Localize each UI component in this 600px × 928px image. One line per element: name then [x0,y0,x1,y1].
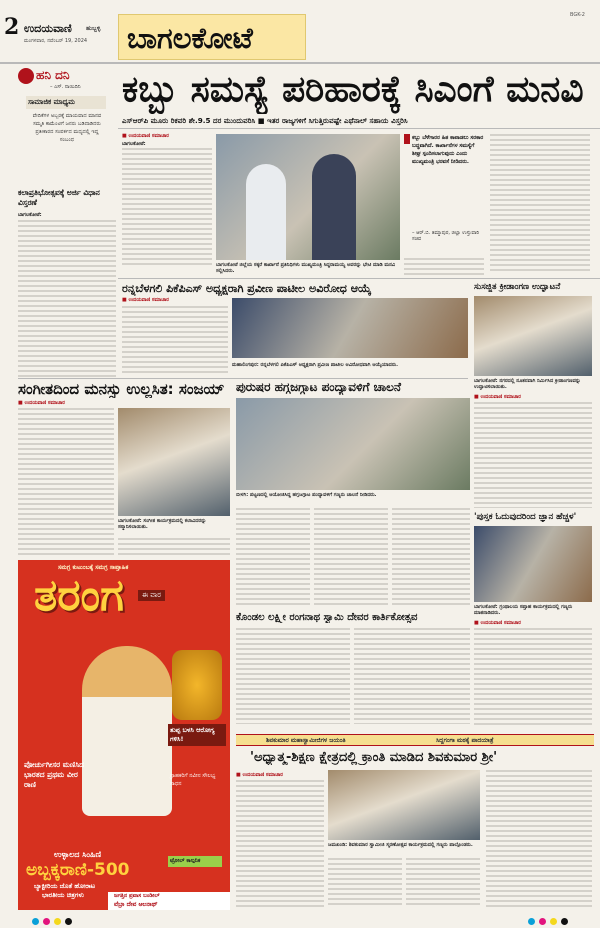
lead-photo-caption: ಬಾಗಲಕೋಟೆ ಜಿಲ್ಲೆಯ ಸಕ್ಕರೆ ಕಾರ್ಖಾನೆ ಪ್ರತಿನಿಧಿಗಳು ಮುಖ್ಯಮಂತ್ರಿ ಸಿದ್ದರಾಮಯ್ಯ ಅವರನ್ನು ಭೇಟಿ ಮಾಡಿ ಮನವಿ ಸಲ್ಲಿಸಿದರು. [216,262,396,274]
ad-footer-bar [108,892,230,910]
story-body [392,508,470,608]
story-caption: ಬಾಗಲಕೋಟೆ: ಗ್ರಂಥಾಲಯ ಸಪ್ತಾಹ ಕಾರ್ಯಕ್ರಮದಲ್ಲಿ ಗಣ್ಯರು ಮಾತನಾಡಿದರು. [474,604,573,616]
story-headline: 'ಪುಸ್ತಕ ಓದುವುದರಿಂದ ಜ್ಞಾನ ಹೆಚ್ಚಳ' [474,512,577,522]
lead-quote-author: – ಆರ್.ಬಿ. ತಿಮ್ಮಾಪುರ, ಜಿಲ್ಲಾ ಉಸ್ತುವಾರಿ ಸಚಿವ [412,230,479,242]
ad-footer-2: ವೆಬ್ರಾ ದೇವ ಆಲನಾಥ್ [114,901,158,908]
lead-headline: ಕಬ್ಬು ಸಮಸ್ಯೆ ಪರಿಹಾರಕ್ಕೆ ಸಿಎಂಗೆ ಮನವಿ [122,69,584,110]
story-body [236,628,350,724]
story-caption: ಬಾಗಲಕೋಟೆ: ಸಂಗೀತ ಕಾರ್ಯಕ್ರಮದಲ್ಲಿ ಕಲಾವಿದರನ್ನು ಸನ್ಮಾನಿಸಲಾಯಿತು. [118,518,207,530]
story-body [474,402,592,508]
brand-name: ಉದಯವಾಣಿ [24,22,72,35]
story-photo [474,526,592,602]
ad-jar-icon [172,650,222,720]
story-headline: ಕಲಾಪ್ರತಿಭೋತ್ಸವಕ್ಕೆ ಅರ್ಜಿ ವಿಧಾನ ವಿಸ್ತರಣೆ [18,188,100,207]
lead-subhead: ಎಸ್‌ಆರ್‌ಪಿ ಮೂರು ರಿಕವರಿ ಶೇ.9.5 ದರ ಮುಂದುವರಿಸಿ ■ ಇತರ ರಾಜ್ಯಗಳಿಗೆ ಸಿಗುತ್ತಿರುವಷ್ಟೇ ಎಥೆನಾಲ್ ಸಹಾಯ ವಿಸ್ತರಿಸಿ [122,116,408,125]
hanidani-box [18,68,114,180]
lead-quote-box [404,134,484,254]
page-number: 2 [4,14,20,40]
registration-marks-right [526,910,570,928]
divider [118,278,600,279]
edition-name: ಹುಬ್ಬಳ್ಳಿ [86,25,101,32]
divider [118,128,600,129]
lead-kicker: ■ ಉದಯವಾಣಿ ಸಮಾಚಾರ [122,133,169,139]
lead-body-right [490,134,590,274]
story-body [314,508,388,608]
story-headline: ಕೊಂಡಲ ಲಕ್ಷ್ಮೀ ರಂಗನಾಥ ಸ್ವಾಮಿ ದೇವರ ಕಾರ್ತಿಕೋತ್ಸವ [236,612,418,623]
ad-feature-8: ಟ್ರೋಲ್ ಕಾಲ್ಪನಿಕ [168,856,222,867]
registration-marks-left [30,910,74,928]
masthead [0,0,600,62]
lead-body-bottom [404,258,484,276]
story-caption: ಬಾಗಲಕೋಟೆ: ನಗರದಲ್ಲಿ ನೂತನವಾಗಿ ನಿರ್ಮಿಸಿದ ಕ್ರೀಡಾಂಗಣವನ್ನು ಉದ್ಘಾಟಿಸಲಾಯಿತು. [474,378,581,390]
ad-feature-4: ಉಳ್ಳಾಲದ ಸಿಂಹಿಣಿ [54,850,102,859]
lead-quote: ಕಬ್ಬು ಬೆಳೆಗಾರರ ಹಿತ ಕಾಪಾಡಲು ಸರಕಾರ ಬದ್ಧವಾಗಿದೆ. ಕಾರ್ಖಾನೆಗಳ ಸಮಸ್ಯೆಗೆ ಶೀಘ್ರ ಸ್ಪಂದಿಸಲಾಗುವುದು ಎಂದು ಮುಖ್ಯಮಂತ್ರಿ ಭರವಸೆ ನೀಡಿದರು. [412,135,484,165]
story-body [406,858,480,908]
section-banner [118,14,306,60]
ad-feature-5: ಅಬ್ಬಕ್ಕರಾಣಿ-500 [26,860,130,880]
story-body [122,306,228,376]
story-photo [118,408,230,516]
ad-feature-7: ಭಾರತೀಯ ಚಿತ್ರಗಳು [42,891,84,899]
banner-left: ಶಿವಕುಮಾರ ಮಹಾಸ್ವಾಮೀಜಿಗಳ ಜಯಂತಿ [266,737,346,744]
story-headline: ಪುರುಷರ ಹಗ್ಗಜಗ್ಗಾಟ ಪಂದ್ಯಾವಳಿಗೆ ಚಾಲನೆ [236,380,402,394]
story-body [18,220,116,380]
story-body [328,858,402,908]
banner-right: ಸಿದ್ದಗಂಗಾ ಮಠಕ್ಕೆ ಪಾದಯಾತ್ರೆ [436,737,494,744]
divider [18,378,468,379]
story-headline: ರನ್ನಬೆಳಗಲಿ ಪಿಕೆಪಿಎಸ್ ಅಧ್ಯಕ್ಷರಾಗಿ ಪ್ರವೀಣ ಪಾಟೀಲ ಅವಿರೋಧ ಆಯ್ಕೆ [122,282,372,295]
story-kicker: ■ ಉದಯವಾಣಿ ಸಮಾಚಾರ [474,620,521,626]
story-photo [232,298,468,358]
story-photo [328,770,480,840]
hanidani-author: – ಎಸ್. ನಾಯಿದಿನಿ [50,84,81,90]
taranga-ad[interactable] [18,560,230,910]
story-body [474,628,592,728]
ad-footer-1: ಜಗತ್ತಿನ ಪ್ರವಾಸ ಬಂಡೀಲ್ [114,893,160,899]
story-body [486,770,592,908]
story-body [354,628,470,724]
story-body [236,780,324,908]
ad-feature-2: ತುಪ್ಪ ಬಳಸಿ ಆರೋಗ್ಯ ಗಳಿಸಿ! [168,724,226,746]
hanidani-logo-icon [18,68,34,84]
section-title: ಬಾಗಲಕೋಟೆ [127,21,253,55]
story-body [18,408,114,556]
story-body [236,508,310,608]
ad-feature-3: ಗ್ರಾಹಕರಿಗೆ ನವೀನ ಸೌಲಭ್ಯ ಸಾಧನ [170,773,216,787]
banner-strip [236,734,594,746]
story-photo [236,398,470,490]
hanidani-title: ಹನಿ ದನಿ [36,68,70,82]
ad-feature-6: ಬ್ಯಾಕ್ಟೀರಿಯ ಜೊತೆ ಹೋರಾಟ [34,882,96,890]
lead-photo [216,134,400,260]
hanidani-heading: ಸಾಮಾಜಿಕ ಮಾಧ್ಯಮ [26,96,106,109]
story-kicker: ■ ಉದಯವಾಣಿ ಸಮಾಚಾರ [18,400,65,406]
registration-strip [0,914,600,924]
lead-place: ಬಾಗಲಕೋಟೆ: [122,141,146,147]
story-body [118,538,230,556]
story-caption: ಜಮಖಂಡಿ: ಶಿವಕುಮಾರ ಸ್ವಾಮೀಜಿ ಸ್ಮರಣೋತ್ಸವ ಕಾರ್ಯಕ್ರಮದಲ್ಲಿ ಗಣ್ಯರು ಪಾಲ್ಗೊಂಡರು. [328,842,473,848]
story-headline: ಸಂಗೀತದಿಂದ ಮನಸ್ಸು ಉಲ್ಲಸಿತ: ಸಂಜಯ್ [18,380,225,398]
story-headline: ಸುಸಜ್ಜಿತ ಕ್ರೀಡಾಂಗಣ ಉದ್ಘಾಟನೆ [474,282,561,292]
divider [0,62,600,64]
story-kicker: ■ ಉದಯವಾಣಿ ಸಮಾಚಾರ [474,394,521,400]
story-kicker: ■ ಉದಯವಾಣಿ ಸಮಾಚಾರ [236,772,283,778]
quote-mark-icon [404,134,410,144]
hanidani-poem: ವೇದಿಕೆಗಳ ಅಬ್ಬರಕ್ಕೆ ಮಾಯವಾದ ಮಾನವ ಸಮ್ಮತಿ ಕಾಮೆಂಟಿಗೆ ಜನರು ಬಡಿದಾಡಿದರು ಪ್ರತೀಕಾರದ ಸಂಪರ್ಕದ ಮಧ್ಯದಲ್ಲಿ ಇದ್ದ ಸಂಬಂಧ [32,113,102,143]
page-code: BGK-2 [570,12,585,18]
ad-feature-1: ಪೋರ್ಚುಗೀಸರ ಮಣಿಸಿದ ಭಾರತದ ಪ್ರಥಮ ವೀರ ರಾಣಿ [24,760,85,789]
story-caption: ಬೀಳಗಿ: ಪಟ್ಟಣದಲ್ಲಿ ಆಯೋಜಿಸಿದ್ದ ಹಗ್ಗಜಗ್ಗಾಟ ಪಂದ್ಯಾವಳಿಗೆ ಗಣ್ಯರು ಚಾಲನೆ ನೀಡಿದರು. [236,492,377,498]
story-caption: ಮಹಾಲಿಂಗಪುರ: ರನ್ನಬೆಳಗಲಿ ಪಿಕೆಪಿಎಸ್ ಅಧ್ಯಕ್ಷರಾಗಿ ಪ್ರವೀಣ ಪಾಟೀಲ ಅವಿರೋಧವಾಗಿ ಆಯ್ಕೆಯಾದರು. [232,362,399,368]
ad-weekday: ಈ ವಾರ [138,590,165,601]
story-byline: ಬಾಗಲಕೋಟೆ: [18,212,42,218]
story-kicker: ■ ಉದಯವಾಣಿ ಸಮಾಚಾರ [122,297,169,303]
lead-body [122,148,212,266]
date-line: ಮಂಗಳವಾರ, ನವೆಂಬರ್ 19, 2024 [24,38,88,44]
ad-cover-figure [82,646,172,816]
story-headline: 'ಅಧ್ಯಾತ್ಮ-ಶಿಕ್ಷಣ ಕ್ಷೇತ್ರದಲ್ಲಿ ಕ್ರಾಂತಿ ಮಾಡಿದ ಶಿವಕುಮಾರ ಶ್ರೀ' [250,750,498,765]
ad-tagline: ಸಮಗ್ರ ಕುಟುಂಬಕ್ಕೆ ಸಮಗ್ರ ಸಾಪ್ತಾಹಿಕ [58,564,129,571]
story-photo [474,296,592,376]
ad-logo: ತರಂಗ [34,570,124,621]
